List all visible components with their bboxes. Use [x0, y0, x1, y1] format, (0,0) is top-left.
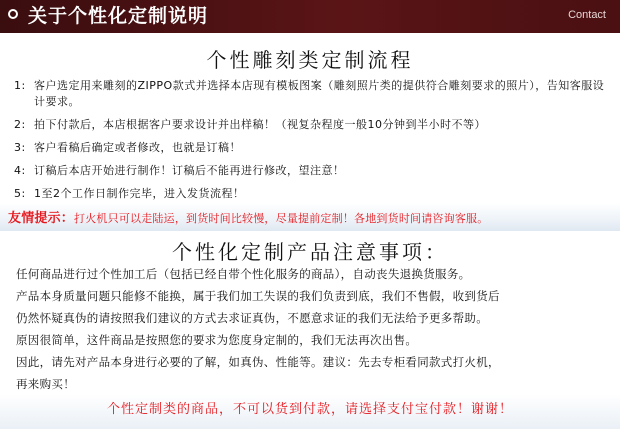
- notice-line: 原因很简单，这件商品是按照您的要求为您度身定制的，我们无法再次出售。: [16, 333, 418, 347]
- step-number: 3:: [14, 141, 26, 154]
- step-text: 客户选定用来雕刻的ZIPPO款式并选择本店现有模板图案（雕刻照片类的提供符合雕刻要求的照片），告知客服设计要求。: [34, 79, 605, 108]
- notice-line: 仍然怀疑真伪的请按照我们建议的方式去求证真伪，不愿意求证的我们无法给予更多帮助。: [16, 311, 488, 325]
- notice-line: 产品本身质量问题只能修不能换，属于我们加工失误的我们负责到底，我们不售假，收到货后: [16, 289, 500, 303]
- payment-notice: 个性定制类的商品，不可以货到付款，请选择支付宝付款！谢谢！: [106, 402, 513, 417]
- process-title: 个性雕刻类定制流程: [206, 48, 414, 72]
- step-text: 订稿后本店开始进行制作！订稿后不能再进行修改，望注意！: [34, 164, 345, 177]
- step-number: 1:: [14, 79, 26, 92]
- page-title: 关于个性化定制说明: [28, 5, 209, 27]
- contact-link[interactable]: Contact: [568, 9, 606, 21]
- process-step: [14, 140, 614, 156]
- step-text: 拍下付款后，本店根据客户要求设计并出样稿！（视复杂程度一般10分钟到半小时不等）: [34, 118, 486, 131]
- notice-line: 因此，请先对产品本身进行必要的了解，如真伪、性能等。建议：先去专柜看同款式打火机，: [16, 355, 500, 369]
- notice-lines: [16, 266, 616, 398]
- step-text: 1至2个工作日制作完毕，进入发货流程！: [34, 187, 245, 200]
- notice-title: 个性化定制产品注意事项：: [172, 240, 448, 264]
- process-step: [14, 78, 614, 110]
- process-step: [14, 186, 614, 202]
- friendly-tip: [8, 207, 618, 226]
- process-steps: [14, 78, 614, 209]
- tip-text: 打火机只可以走陆运，到货时间比较慢，尽量提前定制！各地到货时间请咨询客服。: [74, 212, 489, 225]
- step-number: 2:: [14, 118, 26, 131]
- circle-icon: [8, 9, 18, 19]
- process-step: [14, 117, 614, 133]
- process-step: [14, 163, 614, 179]
- step-number: 4:: [14, 164, 26, 177]
- notice-line: 任何商品进行过个性加工后（包括已经自带个性化服务的商品），自动丧失退换货服务。: [16, 267, 471, 281]
- tip-label: 友情提示：: [8, 211, 75, 226]
- header-bar: [0, 0, 620, 33]
- notice-line: 再来购买！: [16, 377, 75, 391]
- step-number: 5:: [14, 187, 26, 200]
- step-text: 客户看稿后确定或者修改，也就是订稿！: [34, 141, 241, 154]
